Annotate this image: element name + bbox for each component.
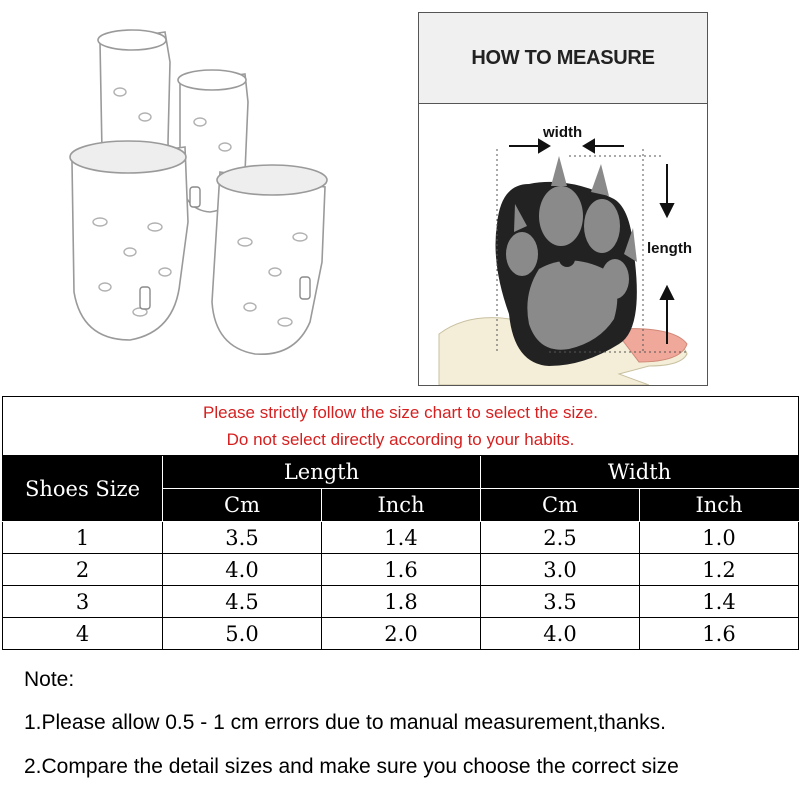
pet-boots-illustration (60, 22, 370, 362)
size-cell: 2 (3, 554, 163, 586)
measure-diagram (419, 104, 707, 385)
table-row (3, 554, 799, 586)
width-header: Width (481, 456, 799, 489)
width-inch-cell: 1.0 (640, 522, 799, 554)
length-label: length (647, 240, 692, 257)
size-chart (2, 396, 798, 650)
pet-boots-icon (60, 22, 370, 362)
table-row (3, 522, 799, 554)
width-inch-header: Inch (640, 489, 799, 522)
how-to-measure-panel (418, 12, 708, 386)
table-row (3, 618, 799, 650)
length-cm-header: Cm (163, 489, 322, 522)
length-inch-cell: 2.0 (322, 618, 481, 650)
length-cm-cell: 4.0 (163, 554, 322, 586)
measure-title: HOW TO MEASURE (471, 46, 655, 69)
length-inch-cell: 1.6 (322, 554, 481, 586)
size-cell: 4 (3, 618, 163, 650)
notice-line-2: Do not select directly according to your habits. (226, 430, 575, 449)
width-cm-cell: 3.5 (481, 586, 640, 618)
width-inch-cell: 1.6 (640, 618, 799, 650)
width-cm-cell: 4.0 (481, 618, 640, 650)
width-cm-cell: 3.0 (481, 554, 640, 586)
width-inch-cell: 1.4 (640, 586, 799, 618)
width-cm-cell: 2.5 (481, 522, 640, 554)
note-item-1: 1.Please allow 0.5 - 1 cm errors due to manual measurement,thanks. (24, 711, 666, 734)
length-inch-header: Inch (322, 489, 481, 522)
size-cell: 1 (3, 522, 163, 554)
length-inch-cell: 1.4 (322, 522, 481, 554)
width-inch-cell: 1.2 (640, 554, 799, 586)
size-table (2, 396, 799, 650)
length-header: Length (163, 456, 481, 489)
size-notice (3, 397, 799, 456)
size-cell: 3 (3, 586, 163, 618)
length-inch-cell: 1.8 (322, 586, 481, 618)
width-label: width (543, 124, 583, 141)
table-row (3, 586, 799, 618)
notice-line-1: Please strictly follow the size chart to select the size. (203, 403, 598, 422)
length-cm-cell: 5.0 (163, 618, 322, 650)
width-cm-header: Cm (481, 489, 640, 522)
measure-header (419, 13, 707, 104)
length-cm-cell: 3.5 (163, 522, 322, 554)
note-heading: Note: (24, 668, 75, 691)
length-cm-cell: 4.5 (163, 586, 322, 618)
note-item-2: 2.Compare the detail sizes and make sure you choose the correct size (24, 755, 679, 778)
shoes-size-header: Shoes Size (3, 456, 163, 522)
